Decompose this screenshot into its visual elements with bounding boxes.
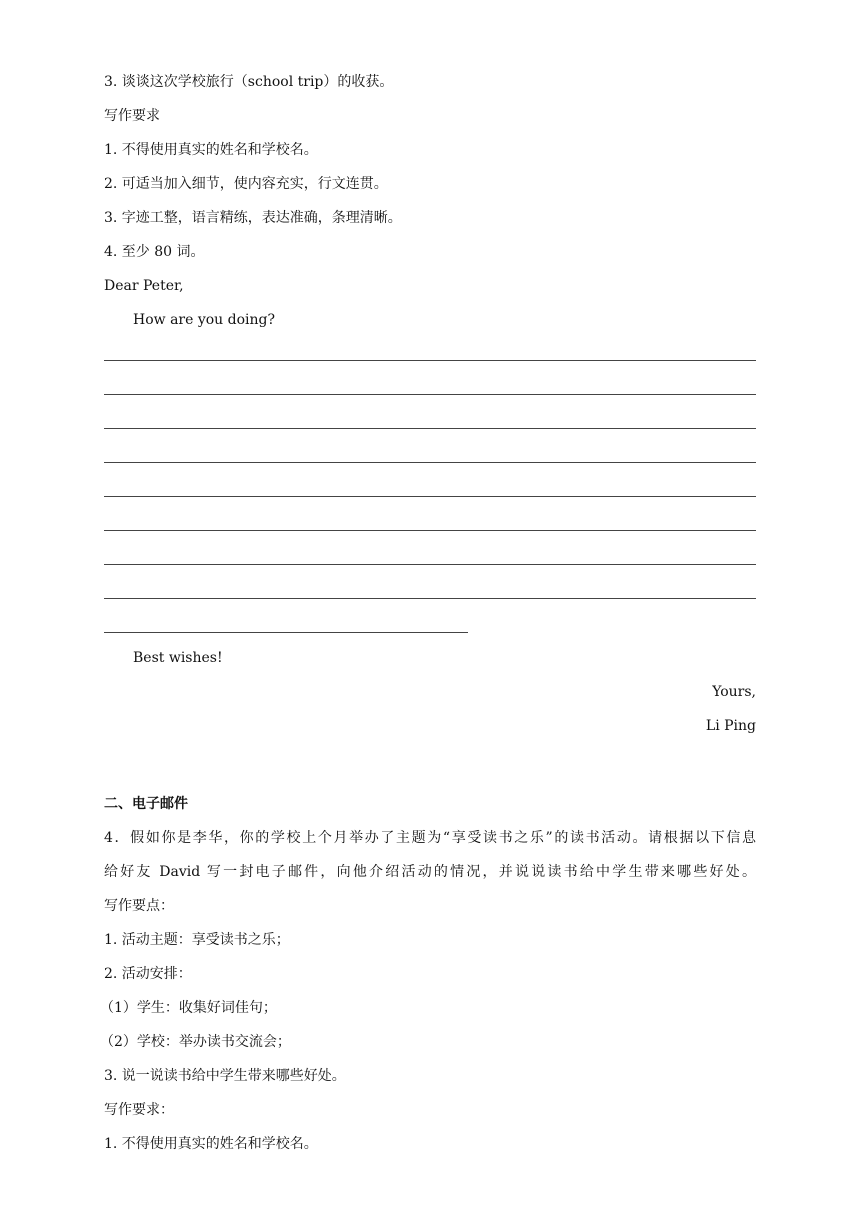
requirement-item: 3. 字迹工整，语言精练，表达准确，条理清晰。 <box>104 210 402 226</box>
requirement-item: 4. 至少 80 词。 <box>104 244 205 260</box>
answer-line[interactable] <box>104 394 756 395</box>
requirement-item: 1. 不得使用真实的姓名和学校名。 <box>104 1136 318 1152</box>
requirements-title: 写作要求： <box>104 1102 174 1118</box>
task-prompt-line: 给好友 David 写一封电子邮件，向他介绍活动的情况，并说说读书给中学生带来哪些好处。 <box>104 864 756 880</box>
answer-line[interactable] <box>104 496 756 497</box>
letter-signature: Li Ping <box>705 718 756 734</box>
letter-salutation: Dear Peter, <box>104 278 184 294</box>
answer-line[interactable] <box>104 462 756 463</box>
answer-line[interactable] <box>104 360 756 361</box>
answer-line[interactable] <box>104 530 756 531</box>
answer-line[interactable] <box>104 564 756 565</box>
answer-line[interactable] <box>104 428 756 429</box>
points-title: 写作要点： <box>104 898 174 914</box>
point-subitem: （2）学校：举办读书交流会； <box>100 1034 291 1050</box>
task-prompt-line: 4．假如你是李华，你的学校上个月举办了主题为“享受读书之乐”的读书活动。请根据以下信息 <box>104 830 756 846</box>
letter-closing: Best wishes! <box>133 650 223 666</box>
letter-signoff: Yours, <box>712 684 756 700</box>
requirement-item: 1. 不得使用真实的姓名和学校名。 <box>104 142 318 158</box>
requirement-item: 2. 可适当加入细节，使内容充实，行文连贯。 <box>104 176 388 192</box>
answer-line[interactable] <box>104 632 468 633</box>
point-item: 3. 说一说读书给中学生带来哪些好处。 <box>104 1068 346 1084</box>
section-heading: 二、电子邮件 <box>104 796 188 812</box>
answer-line[interactable] <box>104 598 756 599</box>
point-item: 2. 活动安排： <box>104 966 192 982</box>
letter-opening: How are you doing? <box>133 312 276 328</box>
point-subitem: （1）学生：收集好词佳句； <box>100 1000 277 1016</box>
writing-point-3: 3. 谈谈这次学校旅行（school trip）的收获。 <box>104 74 394 90</box>
requirements-title: 写作要求 <box>104 108 160 124</box>
point-item: 1. 活动主题：享受读书之乐； <box>104 932 290 948</box>
